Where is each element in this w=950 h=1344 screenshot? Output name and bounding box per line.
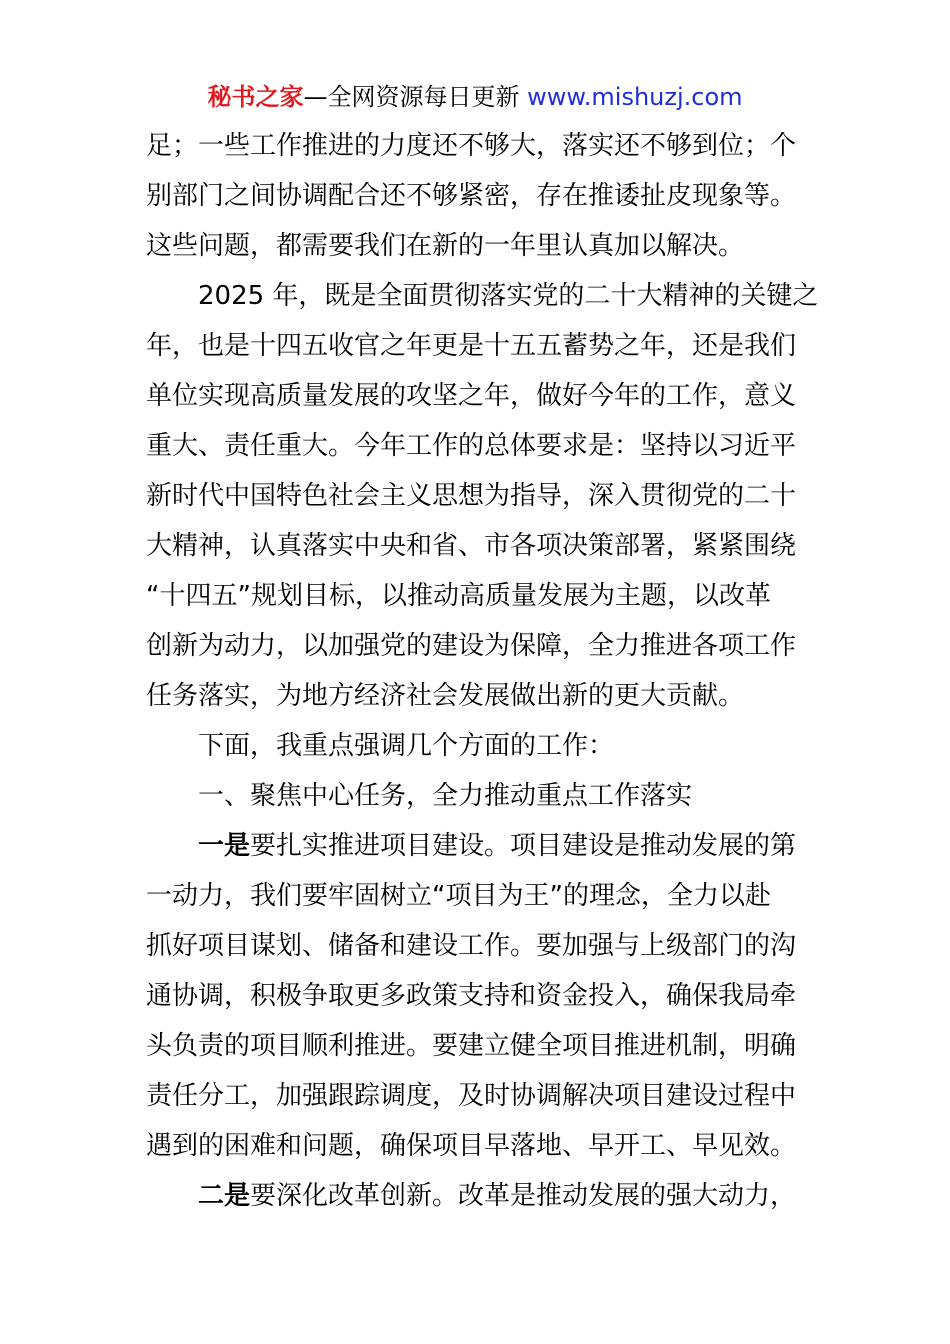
text-line: 别部门之间协调配合还不够紧密，存在推诿扯皮现象等。 <box>146 181 797 211</box>
text-line: 重大、责任重大。今年工作的总体要求是：坚持以习近平 <box>146 431 797 461</box>
text-line: 新时代中国特色社会主义思想为指导，深入贯彻党的二十 <box>146 481 797 511</box>
site-url-link[interactable]: www.mishuzj.com <box>527 83 743 111</box>
text-line: 头负责的项目顺利推进。要建立健全项目推进机制，明确 <box>146 1031 797 1061</box>
text-line: 单位实现高质量发展的攻坚之年，做好今年的工作，意义 <box>146 381 797 411</box>
text-line: 遇到的困难和问题，确保项目早落地、早开工、早见效。 <box>146 1131 797 1161</box>
text-line: “十四五”规划目标，以推动高质量发展为主题，以改革 <box>146 581 771 611</box>
paragraph-start-line: 下面，我重点强调几个方面的工作： <box>198 731 615 761</box>
paragraph-start-line <box>146 1171 826 1221</box>
site-tagline: —全网资源每日更新 <box>303 83 528 111</box>
section-heading: 一、聚焦中心任务，全力推动重点工作落实 <box>198 781 693 811</box>
text-run: 要深化改革创新。改革是推动发展的强大动力， <box>250 1181 797 1211</box>
text-line: 任务落实，为地方经济社会发展做出新的更大贡献。 <box>146 681 745 711</box>
point-marker: 二是 <box>198 1181 251 1211</box>
text-line: 足；一些工作推进的力度还不够大，落实还不够到位；个 <box>146 131 797 161</box>
text-line: 抓好项目谋划、储备和建设工作。要加强与上级部门的沟 <box>146 931 797 961</box>
paragraph-start-line: 2025 年，既是全面贯彻落实党的二十大精神的关键之 <box>198 281 819 311</box>
site-header <box>0 80 950 114</box>
text-line: 大精神，认真落实中央和省、市各项决策部署，紧紧围绕 <box>146 531 797 561</box>
paragraph-start-line <box>146 821 826 871</box>
point-marker: 一是 <box>198 831 251 861</box>
text-run: 要扎实推进项目建设。项目建设是推动发展的第 <box>250 831 797 861</box>
text-line: 年，也是十四五收官之年更是十五五蓄势之年，还是我们 <box>146 331 797 361</box>
text-line: 这些问题，都需要我们在新的一年里认真加以解决。 <box>146 231 745 261</box>
site-brand: 秘书之家 <box>207 83 304 111</box>
text-line: 通协调，积极争取更多政策支持和资金投入，确保我局牵 <box>146 981 797 1011</box>
text-line: 创新为动力，以加强党的建设为保障，全力推进各项工作 <box>146 631 797 661</box>
text-line: 一动力，我们要牢固树立“项目为王”的理念，全力以赴 <box>146 881 771 911</box>
document-body <box>146 121 826 1221</box>
text-line: 责任分工，加强跟踪调度，及时协调解决项目建设过程中 <box>146 1081 797 1111</box>
